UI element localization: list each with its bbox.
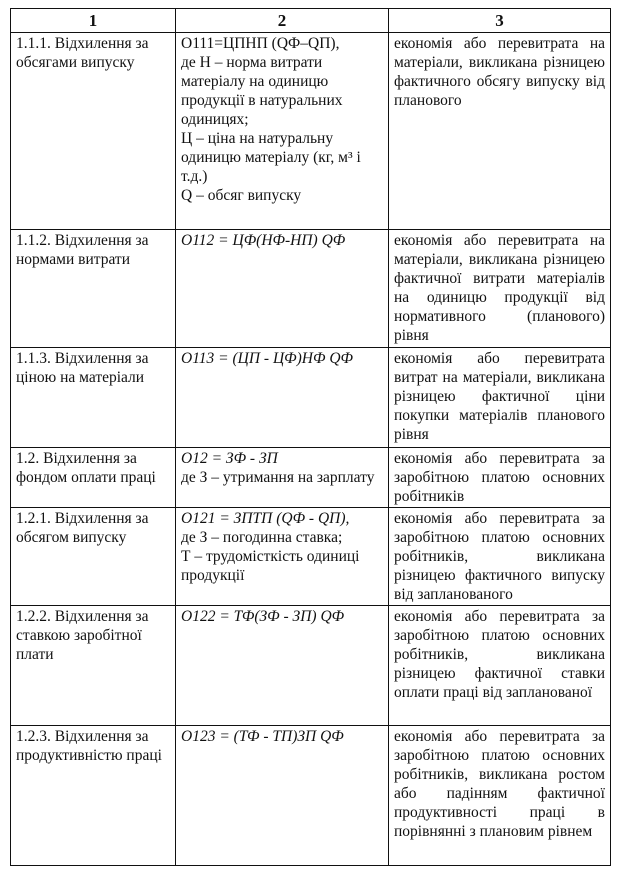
table-row: [11, 726, 611, 866]
deviation-name: 1.1.3. Відхилення за ціною на матеріали: [11, 348, 176, 448]
formula-note: Т – трудомісткість одиниці продукції: [181, 548, 360, 584]
table-row: [11, 448, 611, 508]
deviation-name: 1.2.1. Відхилення за обсягом випуску: [11, 508, 176, 606]
column-header-2: 2: [176, 9, 389, 33]
table-row: [11, 230, 611, 348]
table-row: [11, 606, 611, 726]
description: економія або перевитрата за заробітною платою основних робітників, викликана різницею фактичної ставки оплати праці від запланованої: [389, 606, 611, 726]
header-row: [11, 9, 611, 33]
formula-cell: [176, 508, 389, 606]
formula-note: Ц – ціна на натуральну одиницю матеріалу (кг, м³ і т.д.): [181, 130, 361, 185]
deviation-name: 1.2.3. Відхилення за продуктивністю праці: [11, 726, 176, 866]
formula-note: де Н – норма витрати матеріалу на одиницю продукції в натуральних одиницях;: [181, 54, 343, 128]
table-row: [11, 348, 611, 448]
formula: О121 = ЗПТП (QФ - QП),: [181, 510, 350, 527]
deviation-name: 1.2.2. Відхилення за ставкою заробітної плати: [11, 606, 176, 726]
description: економія або перевитрата на матеріали, викликана різницею фактичної витрати матеріалів на одиницю продукції від нормативного (планового) рівня: [389, 230, 611, 348]
deviation-name: 1.1.2. Відхилення за нормами витрати: [11, 230, 176, 348]
formula-cell: [176, 33, 389, 230]
description: економія або перевитрата за заробітною платою основних робітників, викликана різницею фактичного випуску від запланованого: [389, 508, 611, 606]
formula: О111=ЦПНП (QФ–QП),: [181, 35, 340, 52]
formula-cell: [176, 726, 389, 866]
formula-cell: [176, 230, 389, 348]
formula: О112 = ЦФ(НФ-НП) QФ: [181, 232, 346, 249]
description: економія або перевитрата за заробітною платою основних робітників: [389, 448, 611, 508]
formula: О122 = ТФ(ЗФ - ЗП) QФ: [181, 608, 345, 625]
formula: О113 = (ЦП - ЦФ)НФ QФ: [181, 350, 353, 367]
formula-cell: [176, 348, 389, 448]
description: економія або перевитрата витрат на матеріали, викликана різницею фактичної ціни покупки матеріалів планового рівня: [389, 348, 611, 448]
formula-note: де З – утримання на зарплату: [181, 469, 375, 486]
formula-note: Q – обсяг випуску: [181, 187, 302, 204]
formula-cell: [176, 606, 389, 726]
description: економія або перевитрата за заробітною платою основних робітників, викликана ростом або падінням фактичної продуктивності праці в порівнянні з плановим рівнем: [389, 726, 611, 866]
column-header-3: 3: [389, 9, 611, 33]
column-header-1: 1: [11, 9, 176, 33]
table-row: [11, 33, 611, 230]
description: економія або перевитрата на матеріали, викликана різницею фактичного обсягу випуску від планового: [389, 33, 611, 230]
formula-cell: [176, 448, 389, 508]
deviation-name: 1.1.1. Відхилення за обсягами випуску: [11, 33, 176, 230]
formula: О123 = (ТФ - ТП)ЗП QФ: [181, 728, 344, 745]
deviation-table: [10, 8, 611, 866]
formula-note: де З – погодинна ставка;: [181, 529, 343, 546]
table-body: [11, 33, 611, 866]
table-row: [11, 508, 611, 606]
formula: О12 = ЗФ - ЗП: [181, 450, 278, 467]
deviation-name: 1.2. Відхилення за фондом оплати праці: [11, 448, 176, 508]
